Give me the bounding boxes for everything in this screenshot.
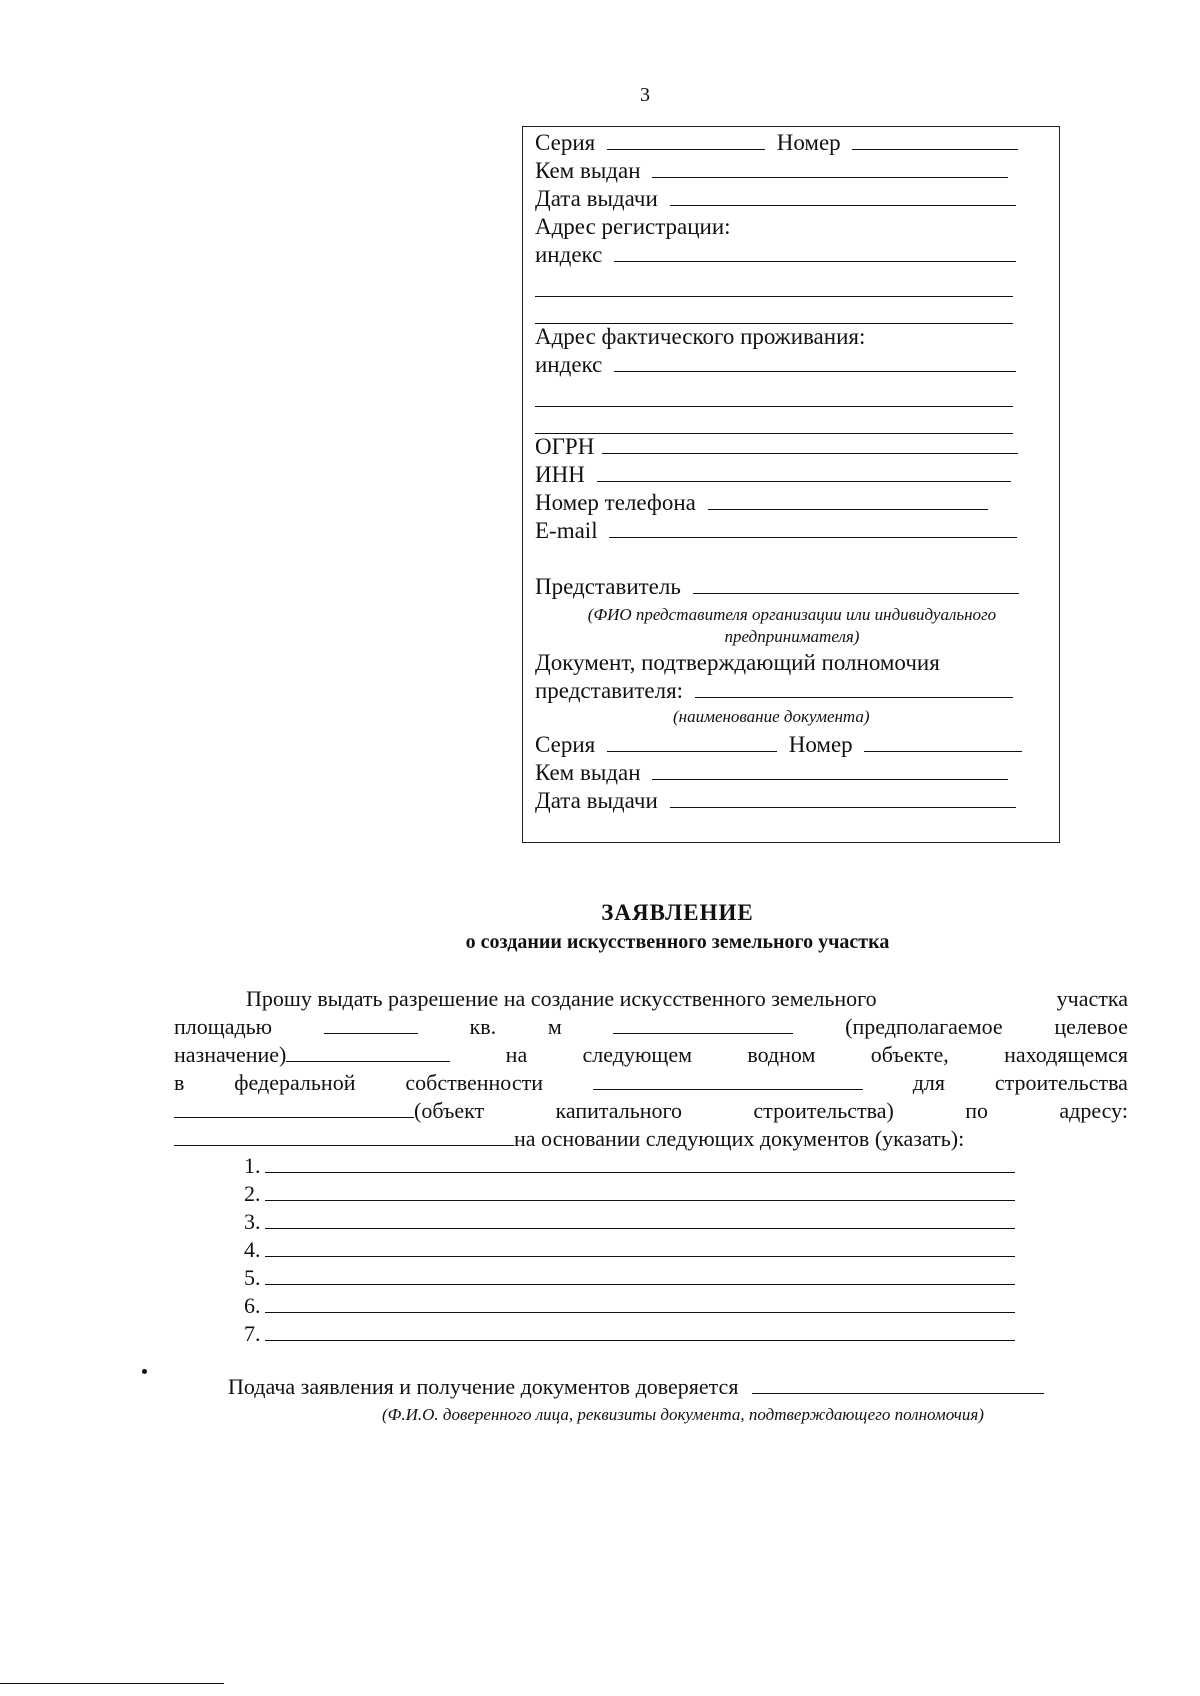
area-field[interactable] <box>324 1013 418 1034</box>
rep-field[interactable] <box>693 573 1019 594</box>
para-r3-d: водном <box>747 1042 816 1067</box>
para-r1-lead: Прошу выдать разрешение на создание искусственного земельного <box>246 986 877 1011</box>
list-item <box>244 1320 1015 1348</box>
issued-by-row <box>535 157 1008 185</box>
document-title: ЗАЯВЛЕНИЕ <box>601 900 754 925</box>
issued-by-label-2: Кем выдан <box>535 760 641 785</box>
rep-label: Представитель <box>535 574 681 599</box>
list-item <box>244 1180 1015 1208</box>
para-r3-a: назначение) <box>174 1042 287 1067</box>
actual-index-field[interactable] <box>614 351 1016 372</box>
document-field-4[interactable] <box>265 1236 1015 1257</box>
list-item <box>244 1208 1015 1236</box>
list-number: 2. <box>244 1181 261 1206</box>
ogrn-field[interactable] <box>602 433 1018 454</box>
issue-date-field-2[interactable] <box>670 787 1016 808</box>
issued-by-field-2[interactable] <box>652 759 1008 780</box>
list-number: 6. <box>244 1293 261 1318</box>
actual-address-line-1[interactable] <box>535 406 1013 407</box>
issue-date-row <box>535 185 1016 213</box>
para-r2-c: м <box>547 1014 562 1039</box>
issue-date-label-2: Дата выдачи <box>535 788 658 813</box>
para-r2-e: целевое <box>1054 1014 1128 1039</box>
document-subtitle: о создании искусственного земельного участка <box>465 931 890 953</box>
para-row-6 <box>174 1125 1128 1153</box>
delegate-note: (Ф.И.О. доверенного лица, реквизиты документа, подтверждающего полномочия) <box>382 1405 984 1424</box>
para-r4-b: федеральной <box>234 1070 356 1095</box>
water-object-field[interactable] <box>593 1069 863 1090</box>
document-field-1[interactable] <box>265 1152 1015 1173</box>
doc-label-1: Документ, подтверждающий полномочия <box>535 650 940 675</box>
reg-index-field[interactable] <box>614 241 1016 262</box>
purpose-field[interactable] <box>613 1013 793 1034</box>
para-row-2 <box>174 1013 1128 1041</box>
address-field[interactable] <box>174 1125 514 1146</box>
series-row-2 <box>535 731 1022 759</box>
doc-note: (наименование документа) <box>673 707 870 726</box>
phone-field[interactable] <box>708 489 988 510</box>
para-r5-b: капитального <box>555 1098 683 1123</box>
phone-label: Номер телефона <box>535 490 696 515</box>
ogrn-label: ОГРН <box>535 434 595 459</box>
actual-address-label: Адрес фактического проживания: <box>535 324 866 349</box>
list-item <box>244 1152 1015 1180</box>
number-field[interactable] <box>852 129 1018 150</box>
series-field[interactable] <box>607 129 765 150</box>
para-r3-f: находящемся <box>1004 1042 1128 1067</box>
number-label-2: Номер <box>788 732 853 757</box>
issue-date-row-2 <box>535 787 1016 815</box>
para-r4-d: для <box>912 1070 946 1095</box>
para-r5-a: (объект <box>414 1098 485 1123</box>
para-row-3 <box>174 1041 1128 1069</box>
para-r3-e: объекте, <box>870 1042 949 1067</box>
actual-index-row <box>535 351 1016 379</box>
para-r2-d: (предполагаемое <box>845 1014 1003 1039</box>
para-r5-d: по <box>965 1098 988 1123</box>
series-label-2: Серия <box>535 732 596 757</box>
number-label: Номер <box>776 130 841 155</box>
doc-label-2: представителя: <box>535 678 684 703</box>
doc-field[interactable] <box>695 677 1013 698</box>
list-number: 5. <box>244 1265 261 1290</box>
email-field[interactable] <box>609 517 1017 538</box>
document-field-5[interactable] <box>265 1264 1015 1285</box>
inn-label: ИНН <box>535 462 585 487</box>
delegate-text: Подача заявления и получение документов доверяется <box>228 1374 739 1399</box>
number-field-2[interactable] <box>864 731 1022 752</box>
email-label: E-mail <box>535 518 598 543</box>
list-item <box>244 1236 1015 1264</box>
list-number: 7. <box>244 1321 261 1346</box>
issue-date-field[interactable] <box>670 185 1016 206</box>
phone-row <box>535 489 988 517</box>
para-r4-c: собственности <box>405 1070 543 1095</box>
para-r3-b: на <box>505 1042 528 1067</box>
para-row-5 <box>174 1097 1128 1125</box>
delegate-row <box>228 1373 1044 1400</box>
capital-object-field[interactable] <box>174 1097 414 1118</box>
inn-field[interactable] <box>597 461 1011 482</box>
list-number: 3. <box>244 1209 261 1234</box>
para-r5-c: строительства) <box>753 1098 894 1123</box>
page-number: 3 <box>640 84 650 106</box>
email-row <box>535 517 1017 545</box>
reg-address-line-1[interactable] <box>535 296 1013 297</box>
delegate-field[interactable] <box>752 1373 1044 1394</box>
para-r6-a: на основании следующих документов (указать): <box>514 1126 965 1151</box>
issued-by-field[interactable] <box>652 157 1008 178</box>
list-number: 1. <box>244 1153 261 1178</box>
applicant-info-box <box>522 126 1060 843</box>
document-field-6[interactable] <box>265 1292 1015 1313</box>
issued-by-label: Кем выдан <box>535 158 641 183</box>
bullet-mark <box>142 1369 147 1374</box>
para-r3-c: следующем <box>582 1042 693 1067</box>
document-field-3[interactable] <box>265 1208 1015 1229</box>
para-r1-end: участка <box>1056 986 1128 1011</box>
document-field-2[interactable] <box>265 1180 1015 1201</box>
purpose-field-2[interactable] <box>286 1041 450 1062</box>
para-r4-e: строительства <box>994 1070 1128 1095</box>
list-item <box>244 1264 1015 1292</box>
index-label-2: индекс <box>535 352 603 377</box>
doc-row <box>535 677 1013 705</box>
rep-row <box>535 573 1019 601</box>
para-r5-e: адресу: <box>1059 1098 1128 1123</box>
list-number: 4. <box>244 1237 261 1262</box>
issue-date-label: Дата выдачи <box>535 186 658 211</box>
para-r4-a: в <box>174 1070 185 1095</box>
reg-index-row <box>535 241 1016 269</box>
document-field-7[interactable] <box>265 1320 1015 1341</box>
rep-note-2: предпринимателя) <box>724 627 860 646</box>
para-row-1 <box>174 985 1128 1013</box>
series-row <box>535 129 1018 157</box>
series-label: Серия <box>535 130 596 155</box>
issued-by-row-2 <box>535 759 1008 787</box>
application-paragraph <box>174 985 1128 1153</box>
ogrn-row <box>535 433 1018 461</box>
index-label: индекс <box>535 242 603 267</box>
list-item <box>244 1292 1015 1320</box>
rep-note-1: (ФИО представителя организации или индивидуального <box>587 605 997 624</box>
footnote-separator <box>0 1683 224 1684</box>
para-r2-b: кв. <box>469 1014 497 1039</box>
para-row-4 <box>174 1069 1128 1097</box>
series-field-2[interactable] <box>607 731 777 752</box>
inn-row <box>535 461 1011 489</box>
reg-address-label: Адрес регистрации: <box>535 214 731 239</box>
para-r2-a: площадью <box>174 1014 273 1039</box>
documents-list <box>244 1152 1015 1348</box>
